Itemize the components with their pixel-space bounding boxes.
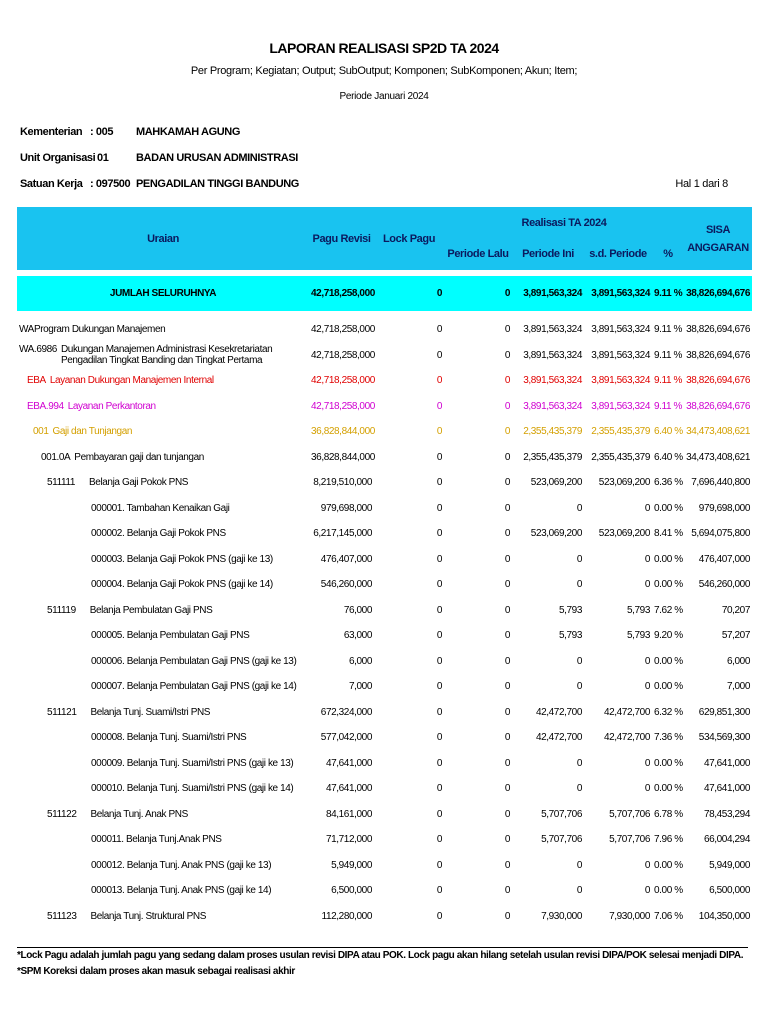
row-pct: 0.00 % — [654, 885, 683, 897]
row-ini: 523,069,200 — [530, 528, 582, 540]
row-lock: 0 — [436, 706, 442, 718]
table-row — [17, 623, 752, 649]
row-description: 000005. Belanja Pembulatan Gaji PNS — [91, 630, 250, 642]
row-lock: 0 — [436, 910, 442, 922]
row-sd: 42,472,700 — [603, 732, 650, 744]
row-code: 001 — [33, 426, 49, 438]
row-uraian — [17, 853, 309, 879]
row-uraian — [17, 827, 309, 853]
row-description: Belanja Tunj. Struktural PNS — [90, 910, 207, 922]
row-uraian — [17, 496, 309, 522]
row-ini: 0 — [576, 681, 582, 693]
row-sd: 5,793 — [626, 630, 650, 642]
row-lock: 0 — [436, 834, 442, 846]
row-ini: 42,472,700 — [535, 706, 582, 718]
row-lock: 0 — [436, 400, 442, 412]
row-description: Gaji dan Tunjangan — [52, 426, 133, 438]
row-pct: 0.00 % — [654, 655, 683, 667]
row-pct: 6.32 % — [654, 706, 683, 718]
row-uraian — [17, 878, 309, 904]
row-ini: 0 — [576, 859, 582, 871]
row-pct: 0.00 % — [654, 757, 683, 769]
row-lalu: 0 — [504, 655, 510, 667]
total-pagu: 42,718,258,000 — [309, 276, 374, 311]
row-sd: 5,707,706 — [609, 808, 650, 820]
row-sd: 2,355,435,379 — [591, 426, 650, 438]
row-pagu: 42,718,258,000 — [311, 324, 375, 336]
row-lock: 0 — [436, 553, 442, 565]
row-pct: 0.00 % — [654, 579, 683, 591]
row-sd: 0 — [644, 579, 650, 591]
table-row — [17, 521, 752, 547]
total-sisa: 38,826,694,676 — [684, 276, 752, 311]
row-lalu: 0 — [504, 859, 510, 871]
row-lalu: 0 — [504, 910, 510, 922]
row-pagu: 546,260,000 — [320, 579, 372, 591]
row-ini: 3,891,563,324 — [523, 349, 582, 361]
row-lock: 0 — [436, 885, 442, 897]
table-row — [17, 572, 752, 598]
row-sd: 42,472,700 — [603, 706, 650, 718]
row-pagu: 71,712,000 — [325, 834, 372, 846]
row-sd: 7,930,000 — [609, 910, 650, 922]
row-ini: 7,930,000 — [541, 910, 582, 922]
row-lock: 0 — [436, 528, 442, 540]
row-pct: 9.20 % — [654, 630, 683, 642]
row-lalu: 0 — [504, 426, 510, 438]
row-pagu: 76,000 — [343, 604, 372, 616]
row-pagu: 84,161,000 — [325, 808, 372, 820]
meta-code: : 097500 — [90, 178, 131, 190]
row-lalu: 0 — [504, 502, 510, 514]
row-lalu: 0 — [504, 400, 510, 412]
row-code: WA — [19, 324, 34, 336]
col-pagu: Pagu Revisi — [309, 207, 374, 270]
row-lock: 0 — [436, 477, 442, 489]
row-description: 000008. Belanja Tunj. Suami/Istri PNS — [91, 732, 247, 744]
table-row — [17, 776, 752, 802]
row-description: 000007. Belanja Pembulatan Gaji PNS (gaji ke 14) — [91, 681, 297, 693]
row-sisa: 7,000 — [726, 681, 750, 693]
row-sisa: 104,350,000 — [698, 910, 750, 922]
table-row — [17, 419, 752, 445]
row-pagu: 42,718,258,000 — [311, 375, 375, 387]
row-description: 000001. Tambahan Kenaikan Gaji — [91, 502, 230, 514]
table-row — [17, 496, 752, 522]
row-description: Pembayaran gaji dan tunjangan — [74, 451, 204, 463]
table-row — [17, 445, 752, 471]
row-sd: 0 — [644, 553, 650, 565]
meta-code: : 005 — [90, 126, 114, 138]
row-pct: 0.00 % — [654, 553, 683, 565]
meta-value: MAHKAMAH AGUNG — [136, 126, 240, 138]
row-description: 000013. Belanja Tunj. Anak PNS (gaji ke 14) — [91, 885, 272, 897]
row-sd: 0 — [644, 757, 650, 769]
row-pagu: 36,828,844,000 — [311, 451, 375, 463]
table-row — [17, 317, 752, 343]
row-pagu: 7,000 — [348, 681, 372, 693]
row-lock: 0 — [436, 681, 442, 693]
row-lock: 0 — [436, 859, 442, 871]
row-sisa: 38,826,694,676 — [686, 349, 750, 361]
row-description: 000006. Belanja Pembulatan Gaji PNS (gaji ke 13) — [91, 655, 297, 667]
row-sd: 0 — [644, 885, 650, 897]
table-row — [17, 827, 752, 853]
row-sisa: 38,826,694,676 — [686, 324, 750, 336]
row-sisa: 57,207 — [721, 630, 750, 642]
row-description: 000004. Belanja Gaji Pokok PNS (gaji ke 14) — [91, 579, 273, 591]
row-pct: 7.62 % — [654, 604, 683, 616]
row-pct: 6.40 % — [654, 451, 683, 463]
table-row — [17, 725, 752, 751]
row-lock: 0 — [436, 426, 442, 438]
row-sisa: 34,473,408,621 — [686, 426, 750, 438]
row-ini: 2,355,435,379 — [523, 426, 582, 438]
row-sisa: 70,207 — [721, 604, 750, 616]
row-code: 511123 — [47, 910, 77, 922]
row-sd: 5,707,706 — [609, 834, 650, 846]
row-ini: 3,891,563,324 — [523, 324, 582, 336]
row-pct: 6.78 % — [654, 808, 683, 820]
row-sisa: 47,641,000 — [703, 757, 750, 769]
row-uraian — [17, 368, 309, 394]
row-description: Belanja Pembulatan Gaji PNS — [89, 604, 213, 616]
row-uraian — [17, 572, 309, 598]
meta-value: PENGADILAN TINGGI BANDUNG — [136, 178, 299, 190]
row-description: 000002. Belanja Gaji Pokok PNS — [91, 528, 226, 540]
row-lalu: 0 — [504, 579, 510, 591]
row-pagu: 6,217,145,000 — [313, 528, 372, 540]
row-pct: 6.36 % — [654, 477, 683, 489]
row-pct: 9.11 % — [654, 324, 682, 336]
col-lalu: Periode Lalu — [444, 238, 512, 270]
row-uraian — [17, 419, 309, 445]
row-lalu: 0 — [504, 375, 510, 387]
total-ini: 3,891,563,324 — [512, 276, 584, 311]
row-sd: 0 — [644, 783, 650, 795]
row-uraian — [17, 317, 309, 343]
row-sd: 3,891,563,324 — [591, 375, 650, 387]
col-sd: s.d. Periode — [584, 238, 652, 270]
total-sd: 3,891,563,324 — [584, 276, 652, 311]
row-sisa: 546,260,000 — [698, 579, 750, 591]
table-row — [17, 649, 752, 675]
row-sisa: 6,000 — [726, 655, 750, 667]
row-description: Belanja Gaji Pokok PNS — [89, 477, 189, 489]
row-sd: 523,069,200 — [598, 528, 650, 540]
row-ini: 3,891,563,324 — [523, 400, 582, 412]
row-ini: 42,472,700 — [535, 732, 582, 744]
row-code: 511111 — [47, 477, 76, 489]
row-pagu: 47,641,000 — [325, 783, 372, 795]
table-row — [17, 674, 752, 700]
row-pagu: 8,219,510,000 — [313, 477, 372, 489]
row-ini: 0 — [576, 757, 582, 769]
col-lock: Lock Pagu — [374, 207, 444, 270]
row-pct: 9.11 % — [654, 375, 682, 387]
row-pagu: 577,042,000 — [320, 732, 372, 744]
row-description: 000003. Belanja Gaji Pokok PNS (gaji ke 13) — [91, 553, 273, 565]
report-title: LAPORAN REALISASI SP2D TA 2024 — [269, 40, 499, 56]
row-uraian — [17, 470, 309, 496]
row-lock: 0 — [436, 604, 442, 616]
row-uraian — [17, 598, 309, 624]
row-ini: 523,069,200 — [530, 477, 582, 489]
row-pct: 8.41 % — [654, 528, 683, 540]
row-lock: 0 — [436, 349, 442, 361]
row-pagu: 979,698,000 — [320, 502, 372, 514]
row-description: 000010. Belanja Tunj. Suami/Istri PNS (gaji ke 14) — [91, 783, 294, 795]
row-sd: 0 — [644, 859, 650, 871]
row-pagu: 112,280,000 — [321, 910, 372, 922]
row-sisa: 629,851,300 — [698, 706, 750, 718]
row-lalu: 0 — [504, 732, 510, 744]
row-lock: 0 — [436, 732, 442, 744]
total-lock: 0 — [374, 276, 444, 311]
row-lalu: 0 — [504, 783, 510, 795]
row-pagu: 63,000 — [343, 630, 372, 642]
meta-label: Satuan Kerja — [20, 178, 83, 190]
row-code: EBA.994 — [27, 400, 64, 412]
col-ini: Periode Ini — [512, 238, 584, 270]
row-pct: 0.00 % — [654, 859, 683, 871]
row-pagu: 42,718,258,000 — [311, 349, 375, 361]
row-pct: 9.11 % — [654, 400, 682, 412]
row-ini: 0 — [576, 502, 582, 514]
row-lalu: 0 — [504, 528, 510, 540]
row-uraian — [17, 802, 309, 828]
row-pct: 7.96 % — [654, 834, 683, 846]
table-row — [17, 547, 752, 573]
row-lock: 0 — [436, 630, 442, 642]
row-pagu: 6,500,000 — [331, 885, 372, 897]
row-sisa: 979,698,000 — [698, 502, 750, 514]
row-lock: 0 — [436, 655, 442, 667]
row-lock: 0 — [436, 375, 442, 387]
meta-value: BADAN URUSAN ADMINISTRASI — [136, 152, 298, 164]
row-uraian — [17, 547, 309, 573]
row-sd: 3,891,563,324 — [591, 349, 650, 361]
row-lock: 0 — [436, 783, 442, 795]
row-lock: 0 — [436, 579, 442, 591]
row-uraian — [17, 649, 309, 675]
row-lock: 0 — [436, 757, 442, 769]
row-ini: 5,707,706 — [541, 808, 582, 820]
row-pct: 0.00 % — [654, 783, 683, 795]
col-realisasi: Realisasi TA 2024 — [444, 207, 684, 238]
row-pct: 9.11 % — [654, 349, 682, 361]
row-ini: 2,355,435,379 — [523, 451, 582, 463]
row-description: 000009. Belanja Tunj. Suami/Istri PNS (gaji ke 13) — [91, 757, 294, 769]
row-pct: 0.00 % — [654, 502, 683, 514]
row-code: 511121 — [47, 706, 77, 718]
row-lock: 0 — [436, 324, 442, 336]
row-description: Belanja Tunj. Anak PNS — [90, 808, 188, 820]
row-ini: 5,707,706 — [541, 834, 582, 846]
row-ini: 3,891,563,324 — [523, 375, 582, 387]
row-lalu: 0 — [504, 553, 510, 565]
row-lalu: 0 — [504, 604, 510, 616]
row-pct: 7.36 % — [654, 732, 683, 744]
footer-rule — [17, 947, 748, 948]
table-row — [17, 700, 752, 726]
table-row — [17, 598, 752, 624]
row-lalu: 0 — [504, 349, 510, 361]
row-sisa: 47,641,000 — [703, 783, 750, 795]
total-pct: 9.11 % — [652, 276, 684, 311]
row-sisa: 66,004,294 — [703, 834, 750, 846]
row-description: Dukungan Manajemen Administrasi Kesekretariatan Pengadilan Tingkat Banding dan Tingkat Pertama — [60, 344, 273, 367]
table-row — [17, 904, 752, 930]
row-sisa: 38,826,694,676 — [686, 375, 750, 387]
row-code: EBA — [27, 375, 46, 387]
report-period: Periode Januari 2024 — [339, 91, 429, 102]
row-pagu: 47,641,000 — [325, 757, 372, 769]
row-description: Layanan Dukungan Manajemen Internal — [49, 375, 214, 387]
row-lalu: 0 — [504, 681, 510, 693]
row-uraian — [17, 521, 309, 547]
row-uraian — [17, 904, 309, 930]
row-sisa: 7,696,440,800 — [691, 477, 750, 489]
row-uraian — [17, 776, 309, 802]
row-pct: 6.40 % — [654, 426, 683, 438]
footnote-lock-pagu: *Lock Pagu adalah jumlah pagu yang sedang dalam proses usulan revisi DIPA atau POK. Lock pagu akan hilang setelah usulan revisi DIPA/POK selesai menjadi DIPA. — [17, 950, 744, 961]
row-sisa: 38,826,694,676 — [686, 400, 750, 412]
col-uraian: Uraian — [17, 207, 309, 270]
table-row — [17, 343, 752, 369]
row-sd: 0 — [644, 502, 650, 514]
row-uraian — [17, 623, 309, 649]
row-sd: 0 — [644, 655, 650, 667]
row-pct: 7.06 % — [654, 910, 683, 922]
row-uraian — [17, 751, 309, 777]
table-row — [17, 751, 752, 777]
row-pct: 0.00 % — [654, 681, 683, 693]
row-code: 001.0A — [41, 451, 71, 463]
meta-label: Kementerian — [20, 126, 83, 138]
report-subtitle: Per Program; Kegiatan; Output; SubOutput; Komponen; SubKomponen; Akun; Item; — [190, 65, 578, 77]
table-row — [17, 853, 752, 879]
row-sd: 0 — [644, 681, 650, 693]
footnote-spm: *SPM Koreksi dalam proses akan masuk sebagai realisasi akhir — [17, 966, 295, 977]
row-sisa: 476,407,000 — [698, 553, 750, 565]
row-sisa: 5,949,000 — [709, 859, 750, 871]
total-row — [17, 276, 752, 311]
meta-code: 01 — [97, 152, 109, 164]
row-lock: 0 — [436, 808, 442, 820]
row-sd: 2,355,435,379 — [591, 451, 650, 463]
row-uraian — [17, 725, 309, 751]
row-ini: 0 — [576, 553, 582, 565]
row-uraian — [17, 674, 309, 700]
table-row — [17, 368, 752, 394]
row-sd: 3,891,563,324 — [591, 324, 650, 336]
row-lalu: 0 — [504, 324, 510, 336]
row-pagu: 672,324,000 — [320, 706, 372, 718]
table-row — [17, 802, 752, 828]
row-uraian — [17, 343, 309, 369]
row-lalu: 0 — [504, 757, 510, 769]
row-lock: 0 — [436, 502, 442, 514]
row-pagu: 36,828,844,000 — [311, 426, 375, 438]
table-row — [17, 470, 752, 496]
row-uraian — [17, 445, 309, 471]
table-row — [17, 878, 752, 904]
row-lalu: 0 — [504, 477, 510, 489]
row-sisa: 534,569,300 — [698, 732, 750, 744]
row-sisa: 6,500,000 — [709, 885, 750, 897]
row-sisa: 5,694,075,800 — [691, 528, 750, 540]
total-lalu: 0 — [444, 276, 512, 311]
row-uraian — [17, 394, 309, 420]
col-pct: % — [652, 238, 684, 270]
row-ini: 5,793 — [558, 630, 582, 642]
row-lalu: 0 — [504, 808, 510, 820]
row-lock: 0 — [436, 451, 442, 463]
row-description: Program Dukungan Manajemen — [33, 324, 166, 336]
row-pagu: 6,000 — [348, 655, 372, 667]
row-lalu: 0 — [504, 706, 510, 718]
row-ini: 5,793 — [558, 604, 582, 616]
row-ini: 0 — [576, 655, 582, 667]
row-lalu: 0 — [504, 451, 510, 463]
row-pagu: 5,949,000 — [331, 859, 372, 871]
page-indicator: Hal 1 dari 8 — [675, 178, 728, 190]
table-row — [17, 394, 752, 420]
row-pagu: 42,718,258,000 — [311, 400, 375, 412]
row-description: 000011. Belanja Tunj.Anak PNS — [91, 834, 222, 846]
realisasi-table — [17, 207, 752, 929]
total-label: JUMLAH SELURUHNYA — [17, 276, 309, 311]
row-ini: 0 — [576, 579, 582, 591]
row-sd: 523,069,200 — [598, 477, 650, 489]
row-lalu: 0 — [504, 834, 510, 846]
row-sisa: 34,473,408,621 — [686, 451, 750, 463]
row-description: 000012. Belanja Tunj. Anak PNS (gaji ke 13) — [91, 859, 272, 871]
row-uraian — [17, 700, 309, 726]
row-code: 511119 — [47, 604, 76, 616]
row-sisa: 78,453,294 — [703, 808, 750, 820]
row-description: Layanan Perkantoran — [67, 400, 156, 412]
meta-label: Unit Organisasi — [20, 152, 96, 164]
row-ini: 0 — [576, 885, 582, 897]
row-lalu: 0 — [504, 885, 510, 897]
row-code: WA.6986 — [19, 344, 57, 356]
row-description: Belanja Tunj. Suami/Istri PNS — [90, 706, 211, 718]
row-sd: 5,793 — [626, 604, 650, 616]
row-sd: 3,891,563,324 — [591, 400, 650, 412]
row-ini: 0 — [576, 783, 582, 795]
row-code: 511122 — [47, 808, 77, 820]
row-lalu: 0 — [504, 630, 510, 642]
row-pagu: 476,407,000 — [320, 553, 372, 565]
col-sisa: SISA ANGGARAN — [684, 207, 752, 270]
